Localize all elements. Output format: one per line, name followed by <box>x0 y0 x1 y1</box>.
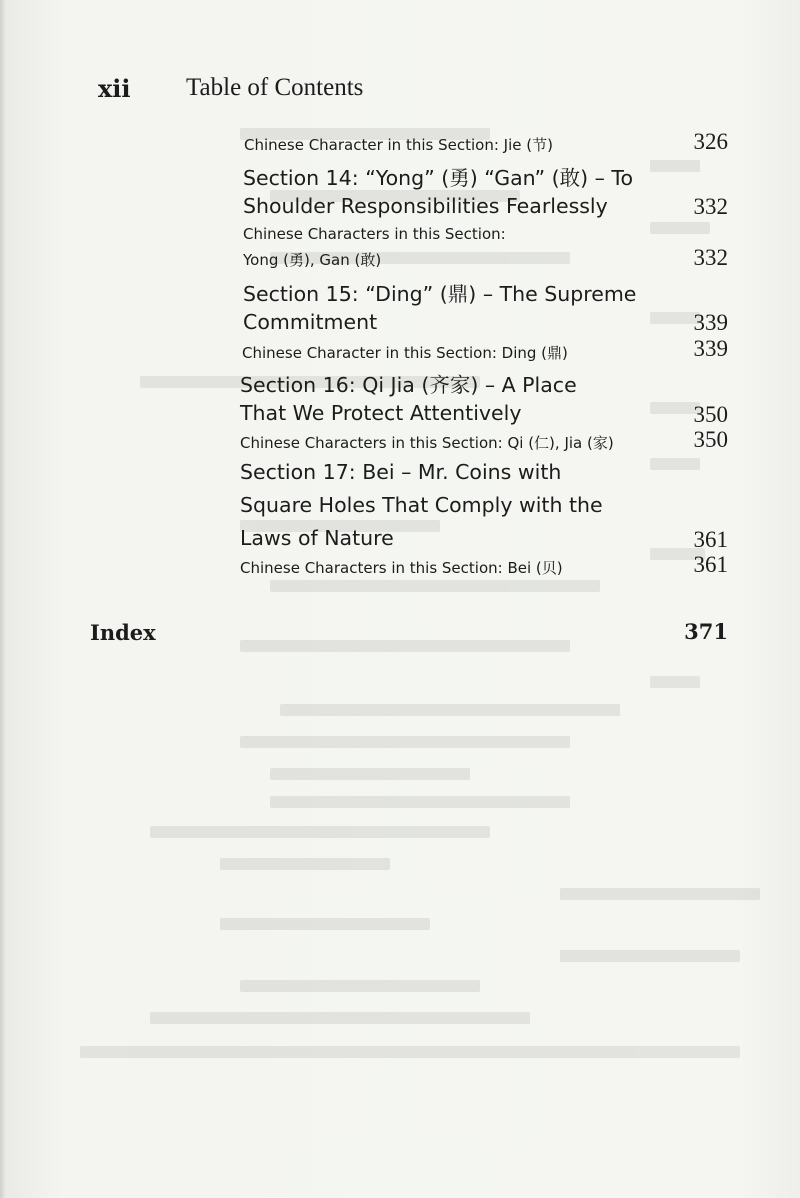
toc-section-line: Section 16: Qi Jia (齐家) – A Place <box>240 373 577 397</box>
toc-page-number: 361 <box>693 527 728 552</box>
running-header-title: Table of Contents <box>186 74 364 101</box>
toc-page-number: 350 <box>693 402 728 427</box>
toc-section-line: Section 14: “Yong” (勇) “Gan” (敢) – To <box>243 166 634 190</box>
toc-section-line: Laws of Nature <box>240 526 394 550</box>
toc-subentry: Yong (勇), Gan (敢) <box>243 251 382 269</box>
toc-page-number: 339 <box>693 336 728 361</box>
toc-section-line: Shoulder Responsibilities Fearlessly <box>243 194 608 218</box>
toc-page-number: 361 <box>693 552 728 577</box>
toc-section-line: Section 15: “Ding” (鼎) – The Supreme <box>243 282 637 306</box>
toc-subentry: Chinese Character in this Section: Jie (节) <box>244 136 553 154</box>
toc-section-line: Commitment <box>243 310 378 334</box>
toc-section-line: Square Holes That Comply with the <box>240 493 603 517</box>
toc-subentry: Chinese Characters in this Section: Bei (贝) <box>240 559 563 577</box>
toc-page-number: 350 <box>693 427 728 452</box>
page-number: xii <box>98 74 131 103</box>
page-edge-shadow <box>0 0 6 1198</box>
index-page-number: 371 <box>684 619 728 644</box>
toc-subentry: Chinese Characters in this Section: Qi (仁), Jia (家) <box>240 434 614 452</box>
toc-page-number: 332 <box>693 194 728 219</box>
toc-subentry: Chinese Characters in this Section: <box>243 225 506 243</box>
toc-section-line: Section 17: Bei – Mr. Coins with <box>240 460 562 484</box>
toc-page-number: 339 <box>693 310 728 335</box>
toc-page-number: 326 <box>693 129 728 154</box>
toc-page-number: 332 <box>693 245 728 270</box>
toc-subentry: Chinese Character in this Section: Ding (鼎) <box>242 344 568 362</box>
index-label: Index <box>90 620 156 645</box>
toc-section-line: That We Protect Attentively <box>240 401 522 425</box>
